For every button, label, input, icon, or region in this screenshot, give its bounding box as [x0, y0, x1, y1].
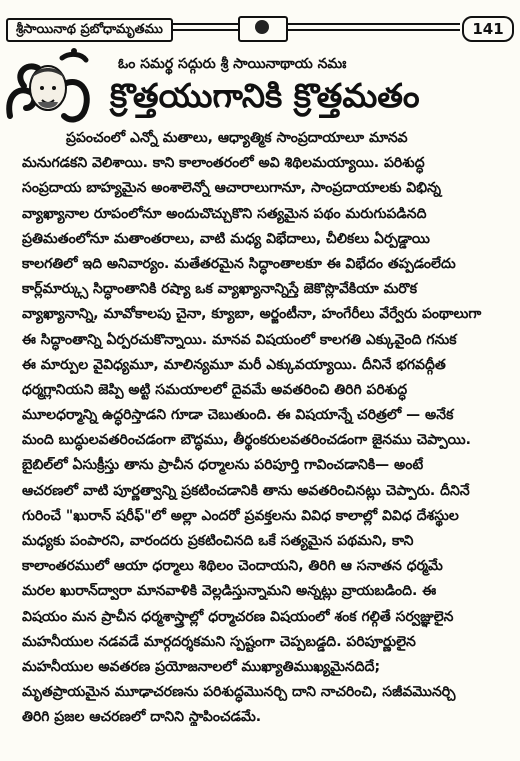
body-paragraph — [22, 126, 512, 726]
text-line: బైబిల్‌లో ఏసుక్రీస్తు తాను ప్రాచీన ధర్మాలను పరిపూర్తి గావించడానికి— అంటే — [22, 457, 424, 474]
text-line: సంప్రదాయ బాహ్యమైన అంశాలెన్నో ఆచారాలుగానూ, సాంప్రదాయాలకు విభిన్న — [22, 180, 442, 197]
chapter-title: క్రొత్తయుగానికి క్రొత్తమతం — [110, 76, 420, 115]
text-line: ఆచరణలో వాటి పూర్ణత్వాన్ని ప్రకటించడానికి తాను అవతరించినట్లు చెప్పారు. దీనినే — [22, 482, 470, 499]
text-line: గురించే "ఖురాన్ షరీఫ్"లో అల్లా ఎందరో ప్రవక్తలను వివిధ కాలాల్లో వివిధ దేశస్థుల — [22, 507, 459, 524]
text-line: ప్రపంచంలో ఎన్నో మతాలు, ఆధ్యాత్మిక సాంప్రదాయాలూ మానవ — [66, 130, 408, 146]
text-line: ఈ సిద్ధాంతాన్ని ఏర్పరచుకొన్నాయి. మానవ విషయంలో కాలగతి ఎక్కువైంది గనుక — [22, 331, 457, 348]
text-line: మహనీయుల అవతరణ ప్రయోజనాలలో ముఖ్యాతిముఖ్యమైనదిదే; — [22, 658, 381, 675]
text-line: వ్యాఖ్యానాల రూపంలోనూ అందుచొచ్చుకొని సత్యమైన పథం మరుగుపడినది — [22, 205, 427, 222]
text-line: కార్ల్‌మార్క్సు సిద్ధాంతానికి రష్యా ఒక వ్యాఖ్యానాన్నిస్తే జెకొస్లొవేకియా మరొక — [22, 281, 418, 298]
text-line: మధ్యకు పంపారని, వారందరు ప్రకటించినది ఒకే సత్యమైన పథమని, కాని — [22, 533, 414, 549]
text-line: మహనీయుల నడవడే మార్గదర్శకమని స్పష్టంగా చెప్పబడ్డది. పరిపూర్ణులైన — [22, 633, 416, 650]
text-line: ఈ మార్పుల వైవిధ్యమూ, మాలిన్యమూ మరీ ఎక్కువయ్యాయి. దీనినే భగవద్గీత — [22, 356, 446, 373]
om-with-sai-portrait-icon — [4, 46, 96, 126]
text-line: కాలాంతరములో ఆయా ధర్మాలు శిథిలం చెందాయని, తిరిగి ఆ సనాతన ధర్మమే — [22, 558, 443, 575]
text-line: మృతప్రాయమైన మూఢాచరణను పరిశుద్ధమొనర్చి దాని నాచరించి, సజీవమొనర్చి — [22, 684, 456, 701]
text-line: మంది బుద్ధులవతరించడంగా బౌద్ధము, తీర్థంకరులవతరించడంగా జైనము చెప్పాయి. — [22, 432, 471, 449]
text-line: తిరిగి ప్రజల ఆచరణలో దానిని స్థాపించడమే. — [22, 709, 262, 726]
text-line: ధర్మగ్లానియని జెప్పి అట్టి సమయాలలో దైవమే అవతరించి తిరిగి పరిశుద్ధ — [22, 381, 408, 398]
header-rule — [166, 23, 460, 31]
page-header — [6, 18, 514, 40]
text-line: మనుగడకని వెలిశాయి. కాని కాలాంతరంలో అవి శిథిలమయ్యాయి. పరిశుద్ధ — [22, 155, 425, 172]
text-line: విషయం మన ప్రాచీన ధర్మశాస్త్రాల్లో ధర్మాచరణ విషయంలో శంక గల్గితే సర్వజ్ఞులైన — [22, 608, 454, 625]
running-book-title: శ్రీసాయినాథ ప్రబోధామృతము — [6, 18, 173, 42]
portrait-icon — [255, 20, 269, 34]
text-line: ప్రతిమతంలోనూ మతాంతరాలు, వాటి మధ్య విభేదాలు, చీలికలు ఏర్పడ్డాయి — [22, 230, 430, 247]
text-line: కాలగతిలో ఇది అనివార్యం. మతేతరమైన సిద్ధాంతాలకూ ఈ విభేదం తప్పడంలేదు — [22, 255, 456, 272]
text-line: మూలధర్మాన్ని ఉద్ధరిస్తాడని గూడా చెబుతుంది. ఈ విషయాన్నే చరిత్రలో — అనేక — [22, 407, 454, 424]
text-line: వ్యాఖ్యానాన్ని, మావోకాలపు చైనా, క్యూబా, అర్జంటీనా, హంగేరీలు వేర్వేరు పంథాలుగా — [22, 306, 482, 323]
header-portrait-emblem — [238, 16, 288, 42]
invocation-line: ఓం సమర్థ సద్గురు శ్రీ సాయినాథాయ నమః — [118, 56, 347, 72]
text-line: మరల ఖురాన్‌ద్వారా మానవాళికి వెల్లడిస్తున్నామని అన్నట్లు వ్రాయబడింది. ఈ — [22, 583, 437, 600]
page-number: 141 — [462, 16, 514, 42]
